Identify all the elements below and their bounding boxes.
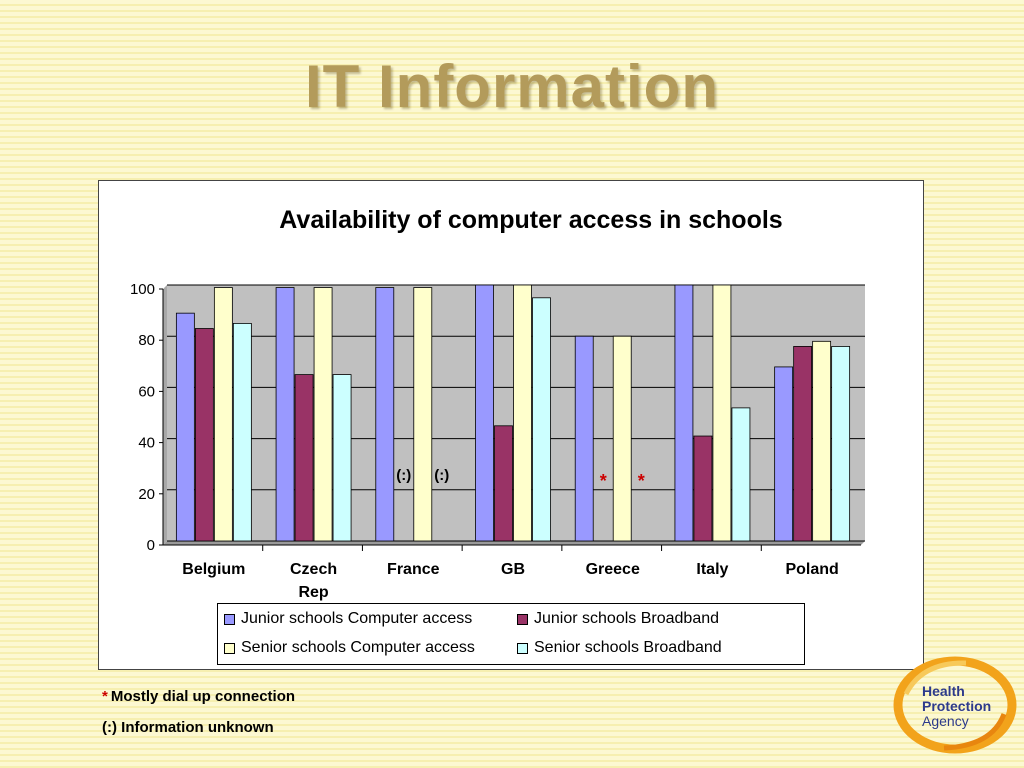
bar-poland-s1	[794, 346, 812, 541]
bar-czech-rep-s2	[314, 288, 332, 541]
chart-frame	[98, 180, 924, 670]
x-tick-label: Rep	[298, 584, 329, 601]
x-tick-label: Greece	[585, 561, 640, 578]
y-tick-label: 20	[138, 485, 155, 503]
footnote-dialup-text: Mostly dial up connection	[110, 688, 296, 705]
x-tick-label: Poland	[785, 561, 839, 578]
chart-legend	[217, 603, 805, 665]
hpa-logo	[892, 654, 1018, 756]
x-tick-label: Italy	[696, 561, 729, 578]
bar-italy-s1	[694, 436, 712, 541]
legend-item-senior-broadband	[517, 639, 722, 657]
bar-france-s2	[414, 288, 432, 541]
legend-label: Junior schools Broadband	[534, 610, 720, 627]
legend-item-senior-computer	[224, 639, 475, 657]
y-tick-label: 60	[138, 383, 155, 401]
footnote-unknown: (:) Information unknown	[102, 719, 274, 736]
logo-line3: Agency	[922, 713, 969, 729]
legend-swatch-senior-computer	[224, 643, 235, 654]
bar-greece-s0	[575, 336, 593, 541]
bar-czech-rep-s0	[276, 288, 294, 541]
x-tick-label: France	[387, 561, 440, 578]
slide-title: IT Information	[305, 53, 719, 120]
bar-belgium-s0	[176, 313, 194, 541]
logo-line2: Protection	[922, 698, 992, 714]
bar-belgium-s1	[195, 329, 213, 541]
bar-poland-s2	[813, 341, 831, 541]
plot-side-wall	[163, 285, 167, 545]
x-tick-label: GB	[501, 561, 525, 578]
bar-gb-s3	[533, 298, 551, 541]
bar-czech-rep-s3	[333, 375, 351, 541]
bar-belgium-s3	[233, 323, 251, 541]
legend-label: Senior schools Computer access	[241, 639, 475, 656]
bar-gb-s2	[514, 285, 532, 541]
bar-poland-s0	[775, 367, 793, 541]
bar-italy-s3	[732, 408, 750, 541]
y-tick-label: 0	[146, 537, 155, 554]
bar-czech-rep-s1	[295, 375, 313, 541]
y-tick-label: 100	[129, 281, 155, 298]
legend-item-junior-computer	[224, 610, 472, 628]
chart-annotation: *	[637, 471, 645, 491]
x-tick-label: Czech	[290, 561, 338, 578]
y-tick-label: 40	[138, 434, 155, 452]
bar-belgium-s2	[214, 288, 232, 541]
legend-swatch-senior-broadband	[517, 643, 528, 654]
bar-chart	[99, 181, 923, 669]
legend-swatch-junior-computer	[224, 614, 235, 625]
chart-annotation: *	[599, 471, 607, 491]
footnote-dialup	[102, 688, 295, 705]
legend-item-junior-broadband	[517, 610, 719, 628]
bar-gb-s1	[495, 426, 513, 541]
footnote-star: *	[102, 688, 108, 705]
bar-france-s0	[376, 288, 394, 541]
plot-floor	[163, 541, 865, 545]
chart-title: Availability of computer access in schools	[279, 206, 783, 234]
bar-poland-s3	[832, 346, 850, 541]
bar-italy-s0	[675, 285, 693, 541]
bar-italy-s2	[713, 285, 731, 541]
legend-label: Junior schools Computer access	[241, 610, 473, 627]
logo-line1: Health	[922, 683, 965, 699]
chart-annotation: (:)	[434, 467, 450, 484]
bar-greece-s2	[613, 336, 631, 541]
legend-swatch-junior-broadband	[517, 614, 528, 625]
x-tick-label: Belgium	[182, 561, 246, 578]
chart-annotation: (:)	[396, 467, 412, 484]
bar-gb-s0	[476, 285, 494, 541]
y-tick-label: 80	[138, 332, 155, 350]
legend-label: Senior schools Broadband	[534, 639, 722, 656]
